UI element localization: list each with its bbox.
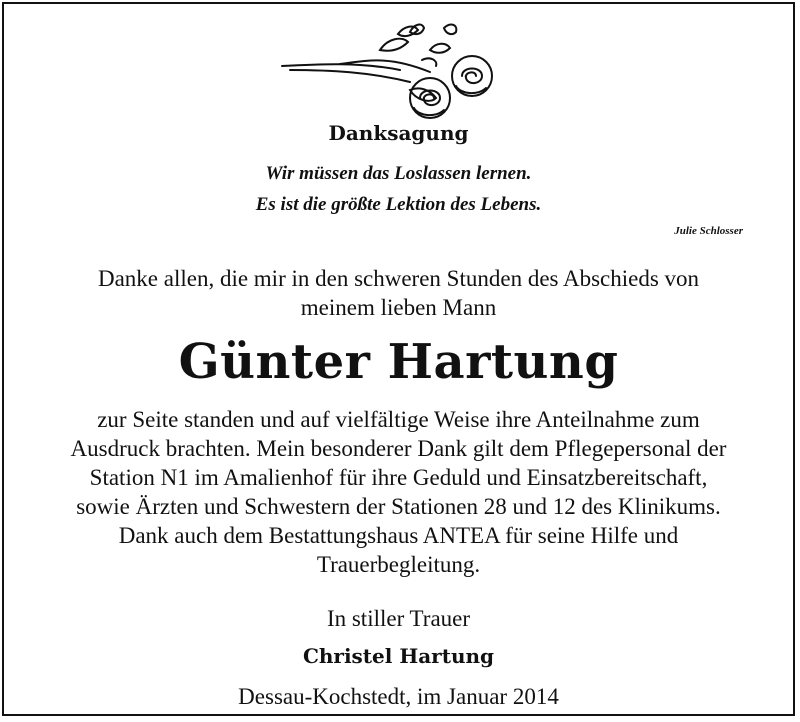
place-date: Dessau-Kochstedt, im Januar 2014: [238, 684, 559, 709]
quote-line-2: Es ist die größte Lektion des Lebens.: [255, 194, 542, 215]
body-line-4: sowie Ärzten und Schwestern der Stationen 28 und 12 des Klinikums.: [76, 494, 721, 519]
body-line-1: zur Seite standen und auf vielfältige Weise ihre Anteilnahme zum: [97, 407, 700, 432]
intro-line-1: Danke allen, die mir in den schweren Stunden des Abschieds von: [97, 266, 700, 291]
quote-line-1: Wir müssen das Loslassen lernen.: [265, 163, 532, 184]
closing-text: In stiller Trauer: [326, 606, 471, 631]
intro-line-2: meinem lieben Mann: [300, 295, 497, 320]
intro-text: [4, 264, 793, 322]
deceased-name: Günter Hartung: [178, 334, 619, 390]
quote-author: Julie Schlosser: [674, 225, 743, 237]
main-text: [4, 405, 793, 579]
heading: Danksagung: [328, 121, 469, 145]
signer-name: Christel Hartung: [302, 644, 495, 668]
body-line-6: Trauerbegleitung.: [316, 552, 481, 577]
roses-icon: [280, 20, 500, 124]
body-line-3: Station N1 im Amalienhof für ihre Geduld und Einsatzbereitschaft,: [89, 465, 708, 490]
notice-frame: [2, 2, 795, 716]
body-line-2: Ausdruck brachten. Mein besonderer Dank gilt dem Pflegepersonal der: [70, 436, 727, 461]
body-line-5: Dank auch dem Bestattungshaus ANTEA für seine Hilfe und: [118, 523, 679, 548]
